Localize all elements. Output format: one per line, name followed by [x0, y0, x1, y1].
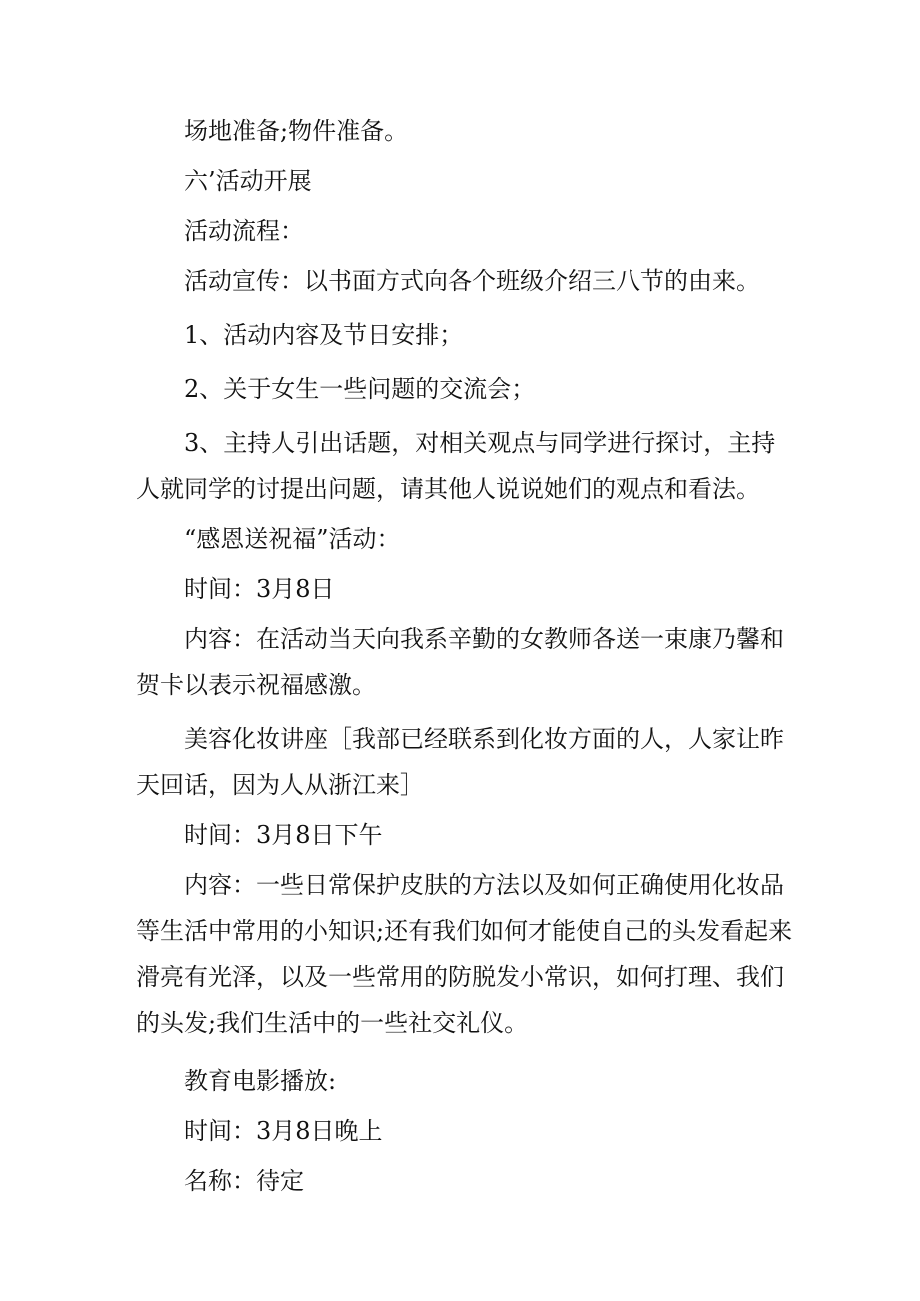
paragraph-movie-time: 时间：3月8日晚上: [184, 1117, 383, 1145]
paragraph-gratitude-time: 时间：3月8日: [184, 575, 335, 603]
paragraph-gratitude-heading: “感恩送祝福”活动：: [184, 525, 401, 553]
paragraph-movie-heading: 教育电影播放:: [184, 1067, 337, 1095]
paragraph-movie-name: 名称：待定: [184, 1167, 304, 1195]
paragraph-section-six-heading: 六’活动开展: [184, 167, 312, 195]
paragraph-item-1: 1、活动内容及节日安排；: [184, 321, 464, 349]
paragraph-activity-flow: 活动流程：: [184, 217, 304, 245]
paragraph-makeup-content: 内容：一些日常保护皮肤的方法以及如何正确使用化妆品等生活中常用的小知识;还有我们如何才能使自己的头发看起来滑亮有光泽，以及一些常用的防脱发小常识，如何打理、我们的头发;我们生活中的一些社交礼仪。: [136, 871, 793, 1037]
paragraph-promotion: 活动宣传：以书面方式向各个班级介绍三八节的由来。: [184, 267, 760, 295]
paragraph-makeup-time: 时间：3月8日下午: [184, 821, 383, 849]
paragraph-gratitude-content: 内容：在活动当天向我系辛勤的女教师各送一束康乃馨和贺卡以表示祝福感激。: [136, 625, 784, 699]
paragraph-venue-prep: 场地准备;物件准备。: [184, 117, 409, 145]
paragraph-item-3: 3、主持人引出话题，对相关观点与同学进行探讨，主持人就同学的讨提出问题，请其他人说说她们的观点和看法。: [136, 429, 776, 503]
paragraph-makeup-lecture: 美容化妆讲座［我部已经联系到化妆方面的人，人家让昨天回话，因为人从浙江来］: [136, 725, 784, 799]
paragraph-item-2: 2、关于女生一些问题的交流会；: [184, 375, 536, 403]
document-body: [136, 108, 796, 1204]
